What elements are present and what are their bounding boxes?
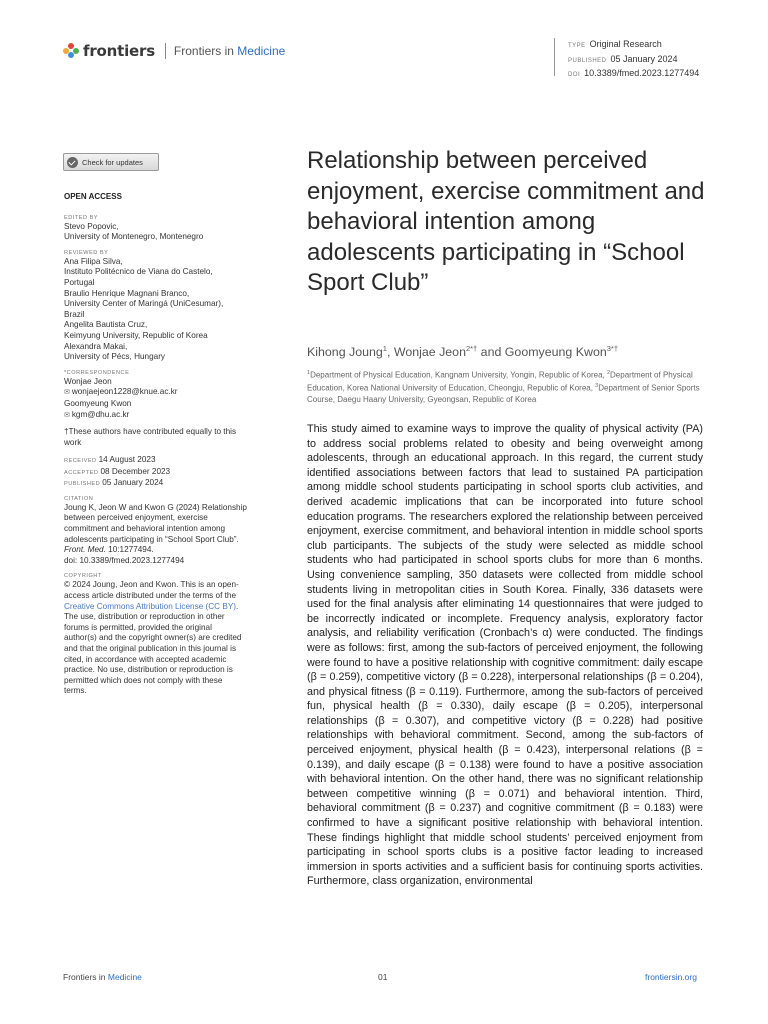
license-link[interactable]: Creative Commons Attribution License (CC BY) [64, 601, 237, 611]
copyright-text: © 2024 Joung, Jeon and Kwon. This is an open-access article distributed under the terms of the [64, 580, 239, 600]
page-number: 01 [378, 972, 388, 982]
equal-contribution-note: †These authors have contributed equally to this work [64, 427, 237, 447]
email-link[interactable]: ✉ wonjaejeon1228@knue.ac.kr [64, 387, 254, 399]
edited-by-block: EDITED BY Stevo Popovic, University of Montenegro, Montenegro [64, 214, 254, 243]
check-for-updates-button[interactable] [63, 153, 159, 171]
meta-type: TYPE Original Research [568, 39, 662, 49]
reviewer-line: University of Pécs, Hungary [64, 352, 166, 362]
check-updates-label: Check for updates [82, 157, 143, 167]
citation-text: Joung K, Jeon W and Kwon G (2024) Relationship between perceived enjoyment, exercise commitment and behavioral intention among adolescents participating in “School Sport Club”. [64, 502, 247, 544]
affiliation: Department of Senior Sports Course, Daegu Haany University, Gyeongsan, Republic of Korea [307, 383, 700, 405]
email-link[interactable]: ✉ kgm@dhu.ac.kr [64, 410, 254, 422]
received-date: RECEIVED 14 August 2023 [64, 455, 156, 465]
citation-journal: Front. Med. [64, 545, 106, 555]
reviewer-line: Brazil [64, 309, 85, 319]
author-name[interactable]: Wonjae Jeon [393, 345, 466, 360]
citation-volume: 10:1277494. [105, 545, 154, 555]
brand-name: frontiers [83, 42, 155, 60]
reviewer-line: Ana Filipa Silva, [64, 256, 123, 266]
author-list: Kihong Joung$^1$, Wonjae Jeon$^{2*\dagger}$ and Goomyeung Kwon$^{3*\dagger}$ [307, 344, 619, 360]
footer-site-link[interactable]: frontiersin.org [645, 972, 697, 982]
corresponding-author: Wonjae Jeon [64, 376, 112, 386]
abstract-text: This study aimed to examine ways to improve the quality of physical activity (PA) to address social problems related to obesity and being overweight among adolescents, through an educational approach. In this regard, the current study identified associations between factors that lead to sustained PA participation among middle school students participating in school sports club activities, and derived academic implications that can be incorporated into future school education programs. The researchers explored the relationship between perceived enjoyment, exercise commitment, and behavioral intention in middle school sports club participants. The subjects of the study were selected as middle school students who had participated in school sports clubs for more than 6 months. Using convenience sampling, 350 datasets were collected from middle school students living in metropolitan cities in South Korea. Finally, 336 datasets were used for the final analysis after eliminating 14 questionnaires that were judged to be incorrectly indicated or incomplete. Frequency analysis, exploratory factor analysis, and reliability verification (Cronbach’s α) were conducted. The findings were as follows: first, among the sub-factors of perceived enjoyment, the following were found to have a positive relationship with cognitive commitment: daily escape (β = 0.259), competitive victory (β = 0.228), interpersonal relationships (β = 0.204), and physical fitness (β = 0.119). Furthermore, among the sub-factors of perceived fun, physical health (β = 0.330), daily escape (β = 0.205), interpersonal relationships (β = 0.307), and competitive victory (β = 0.228) had positive relationships with behavioral commitment. Second, among the sub-factors of perceived enjoyment, physical health (β = 0.423), interpersonal relations (β = 0.139), and daily escape (β = 0.138) were found to have a positive association with behavioral intention. On the other hand, there was no significant relationship between competitive winning (β = 0.071) and behavioral intention. Third, behavioral commitment (β = 0.237) and cognitive commitment (β = 0.183) were confirmed to have a significant positive relationship with behavioral intention. These findings highlight that middle school students’ perceived enjoyment from participating in school sports clubs is a positive factor leading to increased immersion in sports activities and a sufficient basis for continuing sports activities. Furthermore, class organization, environmental [307, 423, 703, 888]
affiliation: Department of Physical Education, Kangnam University, Yongin, Republic of Korea, [310, 370, 607, 380]
article-title: Relationship between perceived enjoyment, exercise commitment and behavioral intention among adolescents participating in “School Sport Club” [307, 147, 705, 296]
dates-block [64, 454, 254, 489]
correspondence-block: *CORRESPONDENCE Wonjae Jeon ✉ wonjaejeon1228@knue.ac.kr Goomyeung Kwon ✉ kgm@dhu.ac.kr [64, 369, 254, 421]
corresponding-author: Goomyeung Kwon [64, 398, 132, 408]
footer-journal[interactable]: Frontiers in Medicine [63, 972, 142, 982]
reviewer-line: Braulio Henrique Magnani Branco, [64, 288, 190, 298]
frontiers-logo[interactable] [63, 42, 285, 60]
meta-doi[interactable]: DOI 10.3389/fmed.2023.1277494 [568, 68, 700, 78]
editor-line: Stevo Popovic, [64, 221, 119, 231]
accepted-date: ACCEPTED 08 December 2023 [64, 466, 171, 476]
article-meta [554, 38, 699, 76]
citation-doi[interactable]: doi: 10.3389/fmed.2023.1277494 [64, 555, 185, 565]
editor-line: University of Montenegro, Montenegro [64, 232, 204, 242]
article-sidebar [64, 192, 254, 703]
citation-block: CITATION Joung K, Jeon W and Kwon G (2024) Relationship between perceived enjoyment, exercise commitment and behavioral intention among adolescents participating in “School Sport Club”. Front. Med. 10:1277494. doi: 10.3389/fmed.2023.1277494 [64, 495, 247, 565]
logo-divider [165, 43, 166, 59]
reviewer-line: Portugal [64, 277, 95, 287]
reviewed-by-block: REVIEWED BY Ana Filipa Silva, Instituto Politécnico de Viana do Castelo, Portugal Braulio Henrique Magnani Branco, University Center of Maringá (UniCesumar), Brazil Angelita Bautista Cruz, Keimyung University, Republic of Korea Alexandra Makai, University of Pécs, Hungary [64, 249, 254, 363]
reviewer-line: Keimyung University, Republic of Korea [64, 330, 208, 340]
checkmark-icon [67, 157, 78, 168]
copyright-block: COPYRIGHT © 2024 Joung, Jeon and Kwon. This is an open-access article distributed under the terms of the Creative Commons Attribution License (CC BY). The use, distribution or reproduction in other forums is permitted, provided the original author(s) and the copyright owner(s) are credited and that the original publication in this journal is cited, in accordance with accepted academic practice. No use, distribution or reproduction is permitted which does not comply with these terms. [64, 573, 242, 696]
frontiers-mark-icon [63, 43, 79, 59]
copyright-text: . The use, distribution or reproduction in other forums is permitted, provided the original author(s) and the copyright owner(s) are credited and that the original publication in this journal is cited, in accordance with accepted academic practice. No use, distribution or reproduction is permitted which does not comply with these terms. [64, 601, 242, 696]
reviewer-line: Angelita Bautista Cruz, [64, 320, 148, 330]
published-date: PUBLISHED 05 January 2024 [64, 478, 164, 488]
reviewer-line: University Center of Maringá (UniCesumar), [64, 299, 224, 309]
author-name[interactable]: Kihong Joung [307, 345, 383, 360]
reviewer-line: Instituto Politécnico de Viana do Castelo, [64, 267, 213, 277]
meta-published: PUBLISHED 05 January 2024 [568, 53, 678, 64]
affiliations: $^1$Department of Physical Education, Kangnam University, Yongin, Republic of Korea, $^2$Department of Physical Education, Korea National University of Education, Cheongju, Republic of Korea, $^3$Department of Senior Sports Course, Daegu Haany University, Gyeongsan, Republic of Korea [307, 370, 700, 405]
journal-name: Frontiers in Medicine [173, 44, 286, 58]
author-name[interactable]: Goomyeung Kwon [504, 345, 607, 360]
affiliation: Department of Physical Education, Korea National University of Education, Cheongju, Republic of Korea, [307, 370, 693, 393]
reviewer-line: Alexandra Makai, [64, 341, 128, 351]
open-access-label: OPEN ACCESS [64, 192, 122, 201]
